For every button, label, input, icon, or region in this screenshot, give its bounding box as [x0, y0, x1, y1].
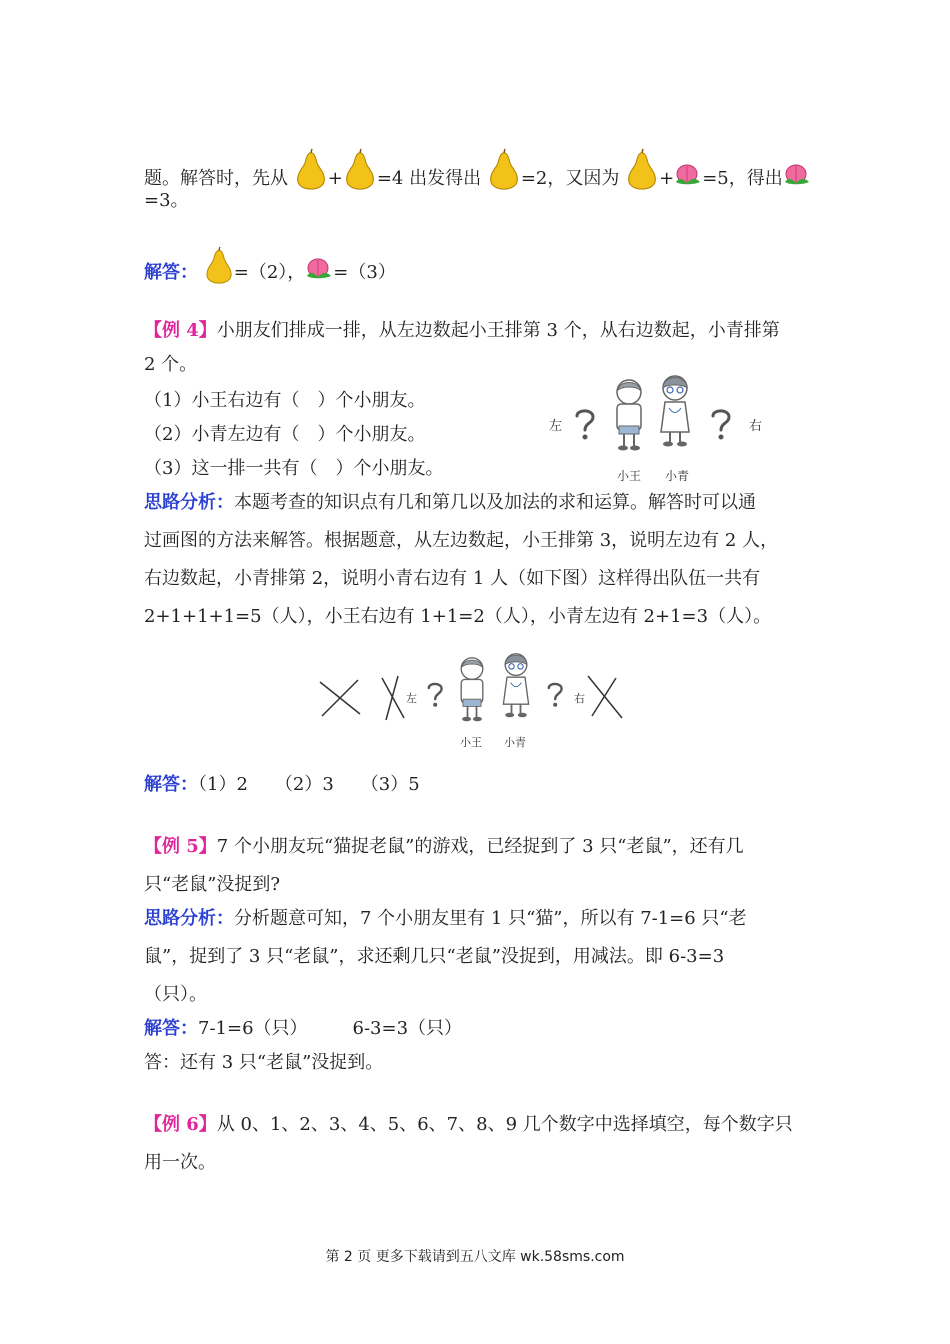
answer-value: =（2），: [233, 262, 306, 283]
name-label-2: 小青: [504, 736, 526, 749]
girl-figure: [661, 376, 689, 447]
ex5-analysis-line2: 鼠”，捉到了 3 只“老鼠”，求还剩几只“老鼠”没捉到，用减法。即 6-3=3: [144, 946, 725, 967]
page-footer: 第 2 页 更多下载请到五八文库 wk.58sms.com: [325, 1249, 625, 1265]
boy-figure: [461, 658, 483, 721]
queue-solution-illustration: [312, 650, 632, 755]
right-label: 右: [749, 419, 763, 434]
ex4-analysis-line4: 2+1+1+1=5（人），小王右边有 1+1=2（人），小青左边有 2+1=3（人）。: [144, 606, 772, 627]
example-tag: 【例 4】: [144, 320, 217, 341]
ex5-question-line2: 只“老鼠”没捉到?: [144, 874, 281, 895]
question-text: 7 个小朋友玩“猫捉老鼠”的游戏，已经捉到了 3 只“老鼠”，还有几: [216, 836, 744, 857]
prev-answer: [144, 246, 396, 286]
ex4-question-line1: [144, 318, 780, 344]
ex5-reply: 答：还有 3 只“老鼠”没捉到。: [144, 1052, 384, 1073]
queue-illustration: [545, 368, 795, 488]
pear-icon: [625, 148, 659, 190]
left-label: 左: [406, 692, 417, 705]
analysis-text: 本题考查的知识点有几和第几以及加法的求和运算。解答时可以通: [234, 492, 756, 513]
question-text: 从 0、1、2、3、4、5、6、7、8、9 几个数字中选择填空，每个数字只: [216, 1114, 793, 1135]
peach-icon: [305, 254, 333, 282]
girl-figure: [503, 654, 528, 717]
cross-mark-2: [382, 676, 404, 720]
ex4-answer: [144, 772, 420, 798]
peach-icon: [674, 160, 702, 188]
cross-mark-1: [320, 680, 360, 716]
analysis-label: 思路分析：: [144, 492, 234, 513]
left-label: 左: [549, 419, 563, 434]
ex5-analysis-line3: （只）。: [144, 984, 207, 1005]
peach-icon: [783, 160, 811, 188]
ex4-analysis-line3: 右边数起，小青排第 2，说明小青右边有 1 人（如下图）这样得出队伍一共有: [144, 568, 761, 589]
ex4-subquestion-2: （2）小青左边有（ ）个小朋友。: [144, 424, 426, 445]
plus-sign: +: [327, 168, 343, 189]
question-mark-icon: [549, 684, 562, 707]
ex6-question-line2: 用一次。: [144, 1152, 216, 1173]
question-mark-icon: [713, 411, 729, 440]
pear-icon: [294, 148, 328, 190]
ex4-subquestion-1: （1）小王右边有（ ）个小朋友。: [144, 390, 426, 411]
analysis-label: 思路分析：: [144, 908, 234, 929]
answer-text: 7-1=6（只） 6-3=3（只）: [198, 1018, 463, 1039]
ex4-analysis-line2: 过画图的方法来解答。根据题意，从左边数起，小王排第 3，说明左边有 2 人，: [144, 530, 779, 551]
pear-icon: [343, 148, 377, 190]
pear-icon: [487, 148, 521, 190]
ex4-subquestion-3: （3）这一排一共有（ ）个小朋友。: [144, 458, 444, 479]
question-mark-icon: [429, 684, 442, 707]
question-mark-icon: [577, 411, 593, 440]
boy-figure: [617, 380, 641, 451]
text-segment: =5，得出: [702, 168, 783, 189]
queue-solution-figure: [312, 650, 632, 755]
question-text: 小朋友们排成一排，从左边数起小王排第 3 个，从右边数起，小青排第: [216, 320, 780, 341]
pear-icon: [204, 246, 234, 284]
queue-figure: [545, 368, 795, 488]
cross-mark-3: [588, 676, 622, 718]
ex6-question-line1: [144, 1112, 793, 1138]
ex4-analysis-line1: [144, 490, 756, 516]
answer-label: 解答：: [144, 262, 198, 283]
name-label-2: 小青: [665, 469, 690, 483]
ex4-question-line2: 2 个。: [144, 354, 198, 375]
answer-label: 解答：: [144, 774, 198, 795]
text-segment: =4 出发得出: [376, 168, 482, 189]
answer-label: 解答：: [144, 1018, 198, 1039]
answer-text: （1）2 （2）3 （3）5: [198, 774, 420, 795]
plus-sign: +: [659, 168, 675, 189]
text-segment: 题。解答时，先从: [144, 168, 288, 189]
example-tag: 【例 6】: [144, 1114, 217, 1135]
ex5-answer: [144, 1016, 462, 1042]
example-tag: 【例 5】: [144, 836, 217, 857]
prev-solution-line1: [144, 148, 811, 192]
name-label-1: 小王: [460, 736, 482, 749]
answer-value: =（3）: [333, 262, 396, 283]
name-label-1: 小王: [617, 469, 642, 483]
text-segment: =2，又因为: [520, 168, 620, 189]
right-label: 右: [574, 692, 585, 705]
prev-solution-line2: =3。: [144, 190, 189, 211]
ex5-question-line1: [144, 834, 744, 860]
analysis-text: 分析题意可知，7 个小朋友里有 1 只“猫”，所以有 7-1=6 只“老: [234, 908, 747, 929]
ex5-analysis-line1: [144, 906, 747, 932]
